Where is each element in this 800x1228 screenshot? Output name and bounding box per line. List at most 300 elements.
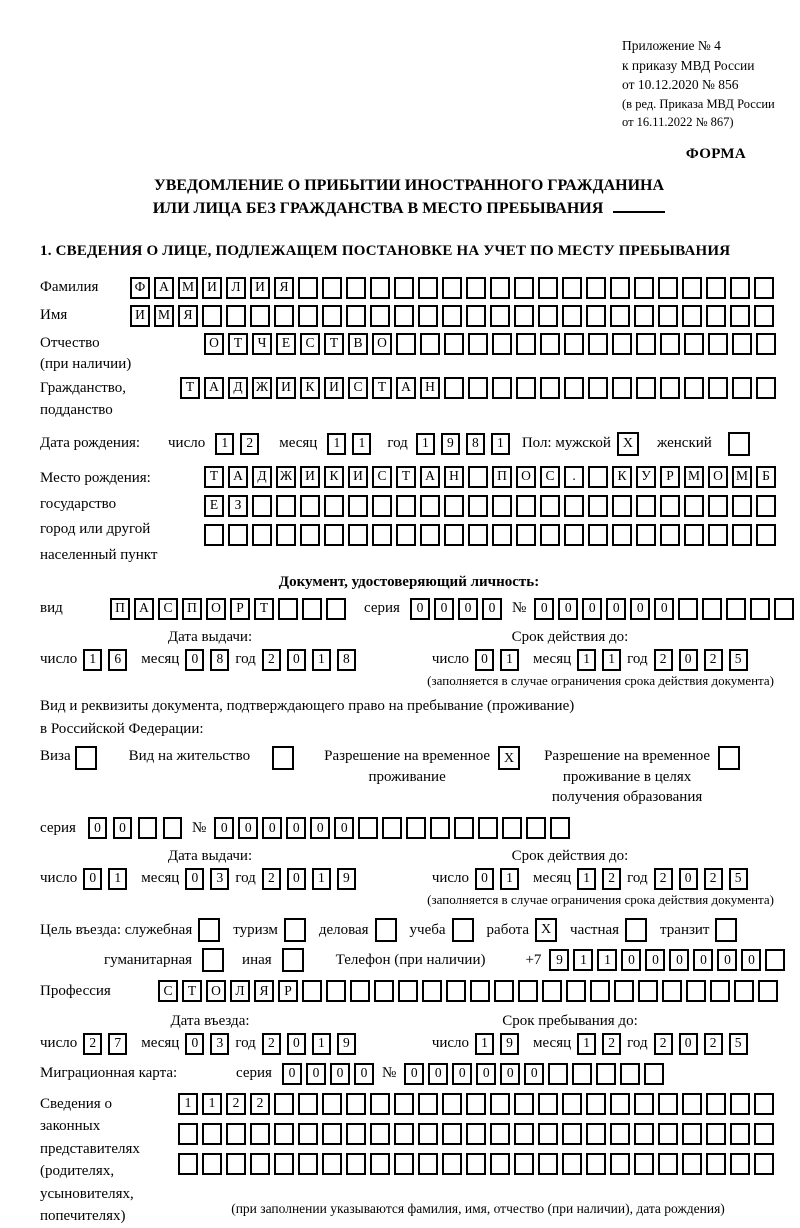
char-box[interactable] — [620, 1063, 640, 1085]
char-box[interactable]: 2 — [83, 1033, 102, 1055]
char-box[interactable] — [350, 980, 370, 1002]
char-box[interactable]: И — [250, 277, 270, 299]
char-box[interactable]: Е — [276, 333, 296, 355]
char-box[interactable] — [636, 377, 656, 399]
char-box[interactable]: 2 — [250, 1093, 270, 1115]
char-box[interactable]: И — [130, 305, 150, 327]
char-box[interactable] — [596, 1063, 616, 1085]
char-box[interactable] — [346, 1153, 366, 1175]
char-box[interactable] — [370, 277, 390, 299]
char-box[interactable]: 0 — [717, 949, 737, 971]
char-box[interactable]: Ж — [252, 377, 272, 399]
char-box[interactable] — [370, 1153, 390, 1175]
char-box[interactable] — [396, 333, 416, 355]
char-box[interactable] — [478, 817, 498, 839]
char-box[interactable] — [502, 817, 522, 839]
char-box[interactable]: 1 — [108, 868, 127, 890]
residence-permit-checkbox[interactable] — [272, 746, 298, 770]
char-box[interactable] — [682, 277, 702, 299]
char-box[interactable] — [538, 1123, 558, 1145]
char-box[interactable] — [442, 1153, 462, 1175]
char-box[interactable] — [538, 277, 558, 299]
char-box[interactable]: 0 — [475, 868, 494, 890]
char-box[interactable]: П — [110, 598, 130, 620]
profession-input[interactable] — [158, 980, 782, 1002]
char-box[interactable]: Ч — [252, 333, 272, 355]
char-box[interactable] — [276, 495, 296, 517]
char-box[interactable] — [466, 277, 486, 299]
char-box[interactable] — [298, 1153, 318, 1175]
char-box[interactable]: 0 — [113, 817, 132, 839]
char-box[interactable] — [586, 1153, 606, 1175]
char-box[interactable]: 2 — [602, 868, 621, 890]
char-box[interactable] — [612, 495, 632, 517]
char-box[interactable]: 1 — [83, 649, 102, 671]
char-box[interactable]: 5 — [729, 1033, 748, 1055]
char-box[interactable]: С — [348, 377, 368, 399]
char-box[interactable] — [678, 598, 698, 620]
char-box[interactable] — [394, 1093, 414, 1115]
char-box[interactable] — [526, 817, 546, 839]
char-box[interactable]: З — [228, 495, 248, 517]
char-box[interactable]: О — [372, 333, 392, 355]
char-box[interactable] — [586, 1123, 606, 1145]
char-box[interactable]: Н — [444, 466, 464, 488]
char-box[interactable]: Я — [274, 277, 294, 299]
char-box[interactable]: Р — [278, 980, 298, 1002]
char-box[interactable] — [250, 1123, 270, 1145]
doc-issue-day[interactable] — [83, 649, 133, 671]
char-box[interactable] — [348, 495, 368, 517]
char-box[interactable] — [514, 1123, 534, 1145]
char-box[interactable]: И — [348, 466, 368, 488]
char-box[interactable] — [754, 277, 774, 299]
representatives-input-1[interactable] — [178, 1093, 778, 1115]
char-box[interactable] — [468, 333, 488, 355]
phone-input[interactable] — [549, 949, 789, 971]
char-box[interactable]: 2 — [240, 433, 259, 455]
char-box[interactable] — [375, 918, 397, 942]
char-box[interactable] — [564, 377, 584, 399]
char-box[interactable] — [394, 305, 414, 327]
char-box[interactable] — [708, 333, 728, 355]
char-box[interactable] — [730, 1153, 750, 1175]
char-box[interactable]: О — [206, 598, 226, 620]
char-box[interactable] — [468, 466, 488, 488]
entry-month[interactable] — [185, 1033, 235, 1055]
char-box[interactable]: 1 — [573, 949, 593, 971]
char-box[interactable] — [422, 980, 442, 1002]
doc-valid-month[interactable] — [577, 649, 627, 671]
char-box[interactable] — [396, 524, 416, 546]
business-checkbox[interactable] — [375, 918, 401, 942]
permit-number-input[interactable] — [214, 817, 574, 839]
char-box[interactable] — [514, 1153, 534, 1175]
char-box[interactable] — [686, 980, 706, 1002]
char-box[interactable]: 1 — [500, 868, 519, 890]
char-box[interactable] — [610, 1123, 630, 1145]
char-box[interactable] — [540, 377, 560, 399]
char-box[interactable]: М — [684, 466, 704, 488]
char-box[interactable] — [765, 949, 785, 971]
char-box[interactable] — [274, 1093, 294, 1115]
char-box[interactable]: 0 — [238, 817, 258, 839]
char-box[interactable] — [658, 1153, 678, 1175]
char-box[interactable] — [418, 305, 438, 327]
char-box[interactable]: О — [204, 333, 224, 355]
char-box[interactable] — [660, 377, 680, 399]
char-box[interactable]: 1 — [312, 1033, 331, 1055]
char-box[interactable]: А — [134, 598, 154, 620]
char-box[interactable] — [514, 277, 534, 299]
char-box[interactable]: В — [348, 333, 368, 355]
char-box[interactable]: Е — [204, 495, 224, 517]
char-box[interactable]: Ф — [130, 277, 150, 299]
stay-month[interactable] — [577, 1033, 627, 1055]
char-box[interactable] — [75, 746, 97, 770]
char-box[interactable]: 1 — [602, 649, 621, 671]
char-box[interactable]: С — [372, 466, 392, 488]
char-box[interactable]: 0 — [500, 1063, 520, 1085]
char-box[interactable] — [588, 377, 608, 399]
char-box[interactable] — [324, 495, 344, 517]
char-box[interactable]: С — [540, 466, 560, 488]
birth-place-input-2[interactable] — [204, 495, 780, 517]
char-box[interactable] — [276, 524, 296, 546]
char-box[interactable]: 1 — [312, 868, 331, 890]
char-box[interactable] — [682, 305, 702, 327]
char-box[interactable] — [398, 980, 418, 1002]
char-box[interactable] — [728, 432, 750, 456]
char-box[interactable] — [612, 524, 632, 546]
char-box[interactable]: А — [228, 466, 248, 488]
char-box[interactable]: 1 — [312, 649, 331, 671]
char-box[interactable] — [730, 305, 750, 327]
char-box[interactable] — [518, 980, 538, 1002]
char-box[interactable] — [468, 377, 488, 399]
char-box[interactable] — [444, 524, 464, 546]
char-box[interactable]: 0 — [482, 598, 502, 620]
char-box[interactable]: 1 — [327, 433, 346, 455]
char-box[interactable]: Т — [180, 377, 200, 399]
char-box[interactable]: 1 — [178, 1093, 198, 1115]
permit-valid-day[interactable] — [475, 868, 525, 890]
char-box[interactable]: X — [498, 746, 520, 770]
char-box[interactable]: 6 — [108, 649, 127, 671]
char-box[interactable]: А — [396, 377, 416, 399]
temp-residence-edu-checkbox[interactable] — [718, 746, 744, 770]
sex-male-checkbox[interactable] — [617, 432, 643, 456]
char-box[interactable] — [588, 495, 608, 517]
char-box[interactable] — [562, 1123, 582, 1145]
sex-female-checkbox[interactable] — [728, 432, 754, 456]
char-box[interactable] — [322, 1123, 342, 1145]
char-box[interactable] — [774, 598, 794, 620]
char-box[interactable]: 0 — [452, 1063, 472, 1085]
char-box[interactable]: 0 — [262, 817, 282, 839]
char-box[interactable] — [562, 1093, 582, 1115]
char-box[interactable] — [420, 495, 440, 517]
char-box[interactable] — [252, 524, 272, 546]
char-box[interactable] — [494, 980, 514, 1002]
char-box[interactable] — [636, 524, 656, 546]
char-box[interactable] — [322, 277, 342, 299]
char-box[interactable] — [324, 524, 344, 546]
char-box[interactable] — [684, 377, 704, 399]
char-box[interactable] — [610, 277, 630, 299]
char-box[interactable] — [418, 277, 438, 299]
char-box[interactable] — [614, 980, 634, 1002]
char-box[interactable]: К — [612, 466, 632, 488]
representatives-input-2[interactable] — [178, 1123, 778, 1145]
char-box[interactable]: 0 — [287, 1033, 306, 1055]
char-box[interactable]: С — [300, 333, 320, 355]
char-box[interactable] — [202, 948, 224, 972]
citizenship-input[interactable] — [180, 377, 780, 399]
char-box[interactable] — [204, 524, 224, 546]
char-box[interactable] — [548, 1063, 568, 1085]
char-box[interactable] — [756, 333, 776, 355]
char-box[interactable] — [706, 277, 726, 299]
char-box[interactable] — [226, 1123, 246, 1145]
char-box[interactable] — [300, 524, 320, 546]
other-checkbox[interactable] — [282, 948, 308, 972]
char-box[interactable] — [710, 980, 730, 1002]
char-box[interactable]: 0 — [306, 1063, 326, 1085]
char-box[interactable] — [418, 1093, 438, 1115]
char-box[interactable]: Т — [204, 466, 224, 488]
char-box[interactable] — [634, 305, 654, 327]
private-checkbox[interactable] — [625, 918, 651, 942]
birth-place-input-3[interactable] — [204, 524, 780, 546]
char-box[interactable] — [278, 598, 298, 620]
char-box[interactable]: 1 — [491, 433, 510, 455]
char-box[interactable] — [660, 333, 680, 355]
char-box[interactable]: 0 — [693, 949, 713, 971]
char-box[interactable] — [726, 598, 746, 620]
char-box[interactable]: 0 — [404, 1063, 424, 1085]
char-box[interactable] — [564, 333, 584, 355]
char-box[interactable] — [274, 1123, 294, 1145]
char-box[interactable] — [406, 817, 426, 839]
char-box[interactable] — [228, 524, 248, 546]
char-box[interactable]: 0 — [679, 649, 698, 671]
char-box[interactable]: 0 — [410, 598, 430, 620]
char-box[interactable] — [708, 495, 728, 517]
char-box[interactable]: 9 — [337, 1033, 356, 1055]
char-box[interactable]: 0 — [669, 949, 689, 971]
char-box[interactable] — [442, 1093, 462, 1115]
doc-issue-month[interactable] — [185, 649, 235, 671]
char-box[interactable] — [302, 598, 322, 620]
char-box[interactable] — [540, 495, 560, 517]
char-box[interactable] — [298, 1093, 318, 1115]
char-box[interactable]: 0 — [524, 1063, 544, 1085]
entry-day[interactable] — [83, 1033, 133, 1055]
char-box[interactable] — [730, 277, 750, 299]
char-box[interactable] — [634, 1153, 654, 1175]
char-box[interactable] — [590, 980, 610, 1002]
char-box[interactable] — [586, 305, 606, 327]
char-box[interactable] — [550, 817, 570, 839]
study-checkbox[interactable] — [452, 918, 478, 942]
char-box[interactable] — [466, 1093, 486, 1115]
char-box[interactable] — [420, 333, 440, 355]
char-box[interactable]: 2 — [262, 1033, 281, 1055]
char-box[interactable]: 0 — [282, 1063, 302, 1085]
char-box[interactable] — [538, 1153, 558, 1175]
char-box[interactable]: К — [324, 466, 344, 488]
char-box[interactable]: Д — [252, 466, 272, 488]
char-box[interactable] — [138, 817, 157, 839]
char-box[interactable] — [396, 495, 416, 517]
char-box[interactable] — [466, 305, 486, 327]
char-box[interactable] — [588, 333, 608, 355]
char-box[interactable]: 0 — [476, 1063, 496, 1085]
char-box[interactable]: 0 — [428, 1063, 448, 1085]
char-box[interactable] — [178, 1123, 198, 1145]
char-box[interactable]: 1 — [577, 868, 596, 890]
char-box[interactable] — [516, 377, 536, 399]
char-box[interactable] — [754, 1153, 774, 1175]
char-box[interactable] — [538, 305, 558, 327]
char-box[interactable] — [706, 1153, 726, 1175]
char-box[interactable] — [658, 305, 678, 327]
char-box[interactable]: 1 — [416, 433, 435, 455]
char-box[interactable]: 2 — [704, 649, 723, 671]
char-box[interactable]: 1 — [475, 1033, 494, 1055]
char-box[interactable] — [490, 277, 510, 299]
tourism-checkbox[interactable] — [284, 918, 310, 942]
char-box[interactable]: 1 — [577, 1033, 596, 1055]
stay-year[interactable] — [654, 1033, 754, 1055]
char-box[interactable] — [708, 377, 728, 399]
char-box[interactable]: И — [300, 466, 320, 488]
char-box[interactable]: 0 — [558, 598, 578, 620]
migr-number-input[interactable] — [404, 1063, 668, 1085]
char-box[interactable] — [490, 1123, 510, 1145]
char-box[interactable]: О — [206, 980, 226, 1002]
char-box[interactable] — [300, 495, 320, 517]
char-box[interactable] — [274, 305, 294, 327]
char-box[interactable]: 9 — [441, 433, 460, 455]
char-box[interactable]: 2 — [704, 1033, 723, 1055]
char-box[interactable] — [730, 1093, 750, 1115]
char-box[interactable]: 0 — [287, 868, 306, 890]
char-box[interactable] — [732, 524, 752, 546]
char-box[interactable] — [202, 305, 222, 327]
char-box[interactable] — [754, 1093, 774, 1115]
char-box[interactable]: 0 — [185, 868, 204, 890]
char-box[interactable]: Л — [226, 277, 246, 299]
char-box[interactable] — [374, 980, 394, 1002]
char-box[interactable]: 8 — [466, 433, 485, 455]
char-box[interactable] — [490, 1153, 510, 1175]
char-box[interactable]: Т — [396, 466, 416, 488]
char-box[interactable] — [250, 1153, 270, 1175]
char-box[interactable]: 2 — [262, 649, 281, 671]
char-box[interactable]: 2 — [654, 868, 673, 890]
char-box[interactable] — [394, 1123, 414, 1145]
char-box[interactable] — [298, 277, 318, 299]
birth-place-input-1[interactable] — [204, 466, 780, 488]
char-box[interactable] — [540, 333, 560, 355]
char-box[interactable]: 0 — [185, 1033, 204, 1055]
char-box[interactable] — [516, 495, 536, 517]
char-box[interactable] — [634, 277, 654, 299]
char-box[interactable]: Я — [178, 305, 198, 327]
char-box[interactable] — [684, 524, 704, 546]
doc-issue-year[interactable] — [262, 649, 362, 671]
char-box[interactable]: 3 — [210, 868, 229, 890]
permit-valid-year[interactable] — [654, 868, 754, 890]
char-box[interactable] — [372, 524, 392, 546]
char-box[interactable] — [452, 918, 474, 942]
char-box[interactable]: О — [516, 466, 536, 488]
char-box[interactable] — [468, 524, 488, 546]
char-box[interactable] — [348, 524, 368, 546]
char-box[interactable]: 0 — [475, 649, 494, 671]
char-box[interactable]: 0 — [286, 817, 306, 839]
char-box[interactable] — [466, 1123, 486, 1145]
permit-issue-day[interactable] — [83, 868, 133, 890]
char-box[interactable] — [586, 1093, 606, 1115]
entry-year[interactable] — [262, 1033, 362, 1055]
char-box[interactable] — [346, 305, 366, 327]
transit-checkbox[interactable] — [715, 918, 741, 942]
char-box[interactable]: Т — [254, 598, 274, 620]
char-box[interactable] — [282, 948, 304, 972]
char-box[interactable] — [542, 980, 562, 1002]
char-box[interactable] — [346, 277, 366, 299]
char-box[interactable] — [370, 1093, 390, 1115]
char-box[interactable]: 0 — [606, 598, 626, 620]
char-box[interactable] — [566, 980, 586, 1002]
char-box[interactable]: 0 — [88, 817, 107, 839]
char-box[interactable] — [492, 377, 512, 399]
char-box[interactable]: И — [276, 377, 296, 399]
char-box[interactable] — [732, 333, 752, 355]
char-box[interactable] — [346, 1093, 366, 1115]
char-box[interactable]: 0 — [214, 817, 234, 839]
char-box[interactable] — [326, 980, 346, 1002]
char-box[interactable] — [250, 305, 270, 327]
char-box[interactable] — [756, 524, 776, 546]
char-box[interactable] — [492, 495, 512, 517]
char-box[interactable]: Ж — [276, 466, 296, 488]
char-box[interactable] — [718, 746, 740, 770]
char-box[interactable] — [682, 1123, 702, 1145]
patronymic-input[interactable] — [204, 333, 780, 355]
char-box[interactable] — [758, 980, 778, 1002]
char-box[interactable] — [754, 305, 774, 327]
char-box[interactable]: С — [158, 980, 178, 1002]
char-box[interactable]: 2 — [654, 1033, 673, 1055]
char-box[interactable]: 0 — [679, 868, 698, 890]
char-box[interactable] — [708, 524, 728, 546]
char-box[interactable] — [442, 305, 462, 327]
char-box[interactable] — [662, 980, 682, 1002]
char-box[interactable]: 0 — [654, 598, 674, 620]
char-box[interactable] — [198, 918, 220, 942]
char-box[interactable] — [756, 495, 776, 517]
char-box[interactable]: 5 — [729, 868, 748, 890]
char-box[interactable] — [684, 333, 704, 355]
char-box[interactable] — [444, 377, 464, 399]
official-checkbox[interactable] — [198, 918, 224, 942]
char-box[interactable]: Р — [230, 598, 250, 620]
char-box[interactable] — [638, 980, 658, 1002]
